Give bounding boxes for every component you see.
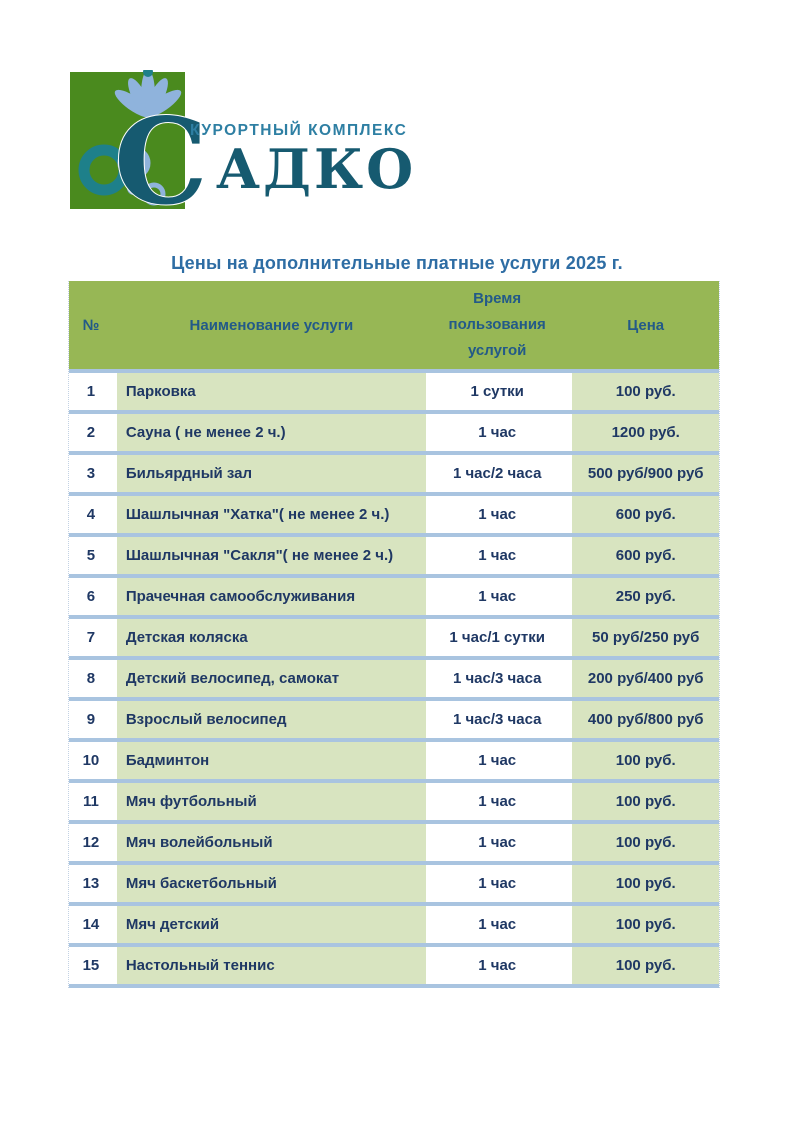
row-number: 5 xyxy=(69,537,113,574)
service-price: 100 руб. xyxy=(572,783,719,820)
service-price: 100 руб. xyxy=(572,742,719,779)
usage-time: 1 час xyxy=(426,742,569,779)
logo-brand-rest: АДКО xyxy=(216,137,411,201)
row-number: 7 xyxy=(69,619,113,656)
usage-time: 1 час xyxy=(426,537,569,574)
service-name: Шашлычная "Сакля"( не менее 2 ч.) xyxy=(117,537,426,574)
service-name: Детский велосипед, самокат xyxy=(117,660,426,697)
page-title: Цены на дополнительные платные услуги 2025 г. xyxy=(171,253,623,273)
row-number: 10 xyxy=(69,742,113,779)
table-row xyxy=(69,861,719,902)
service-price: 50 руб/250 руб xyxy=(572,619,719,656)
usage-time: 1 час xyxy=(426,783,569,820)
usage-time: 1 час xyxy=(426,906,569,943)
logo-brand-initial: С xyxy=(114,92,208,212)
service-name: Мяч волейбольный xyxy=(117,824,426,861)
row-number: 8 xyxy=(69,660,113,697)
service-price: 100 руб. xyxy=(572,373,719,410)
service-name: Сауна ( не менее 2 ч.) xyxy=(117,414,426,451)
table-row xyxy=(69,369,719,410)
row-number: 12 xyxy=(69,824,113,861)
table-header xyxy=(69,281,719,369)
service-name: Бадминтон xyxy=(117,742,426,779)
service-price: 500 руб/900 руб xyxy=(572,455,719,492)
row-number: 2 xyxy=(69,414,113,451)
logo xyxy=(66,70,411,212)
usage-time: 1 час/3 часа xyxy=(426,660,569,697)
table-row xyxy=(69,779,719,820)
usage-time: 1 час xyxy=(426,865,569,902)
usage-time: 1 час xyxy=(426,414,569,451)
service-price: 400 руб/800 руб xyxy=(572,701,719,738)
service-price: 100 руб. xyxy=(572,865,719,902)
usage-time: 1 час/1 сутки xyxy=(426,619,569,656)
usage-time: 1 час xyxy=(426,824,569,861)
service-price: 100 руб. xyxy=(572,947,719,984)
table-row xyxy=(69,943,719,984)
usage-time: 1 час/2 часа xyxy=(426,455,569,492)
service-name: Детская коляска xyxy=(117,619,426,656)
service-name: Прачечная самообслуживания xyxy=(117,578,426,615)
header-col-name: Наименование услуги xyxy=(189,316,354,334)
header-col-num: № xyxy=(82,316,100,334)
table-row xyxy=(69,533,719,574)
row-number: 1 xyxy=(69,373,113,410)
table-row xyxy=(69,451,719,492)
service-name: Мяч баскетбольный xyxy=(117,865,426,902)
service-price: 1200 руб. xyxy=(572,414,719,451)
service-name: Мяч детский xyxy=(117,906,426,943)
logo-tagline: КУРОРТНЫЙ КОМПЛЕКС xyxy=(190,122,408,139)
logo-graphic xyxy=(66,70,411,212)
row-number: 6 xyxy=(69,578,113,615)
service-price: 250 руб. xyxy=(572,578,719,615)
service-price: 600 руб. xyxy=(572,537,719,574)
header-col-time-label: Время пользования услугой xyxy=(448,290,546,359)
table-row xyxy=(69,574,719,615)
table-row xyxy=(69,656,719,697)
table-row xyxy=(69,492,719,533)
usage-time: 1 час xyxy=(426,947,569,984)
service-price: 100 руб. xyxy=(572,824,719,861)
service-price: 200 руб/400 руб xyxy=(572,660,719,697)
service-name: Настольный теннис xyxy=(117,947,426,984)
service-name: Шашлычная "Хатка"( не менее 2 ч.) xyxy=(117,496,426,533)
usage-time: 1 сутки xyxy=(426,373,569,410)
table-body xyxy=(69,369,719,988)
row-number: 14 xyxy=(69,906,113,943)
price-table xyxy=(68,281,720,988)
table-row xyxy=(69,820,719,861)
table-row xyxy=(69,697,719,738)
table-row xyxy=(69,738,719,779)
usage-time: 1 час xyxy=(426,496,569,533)
usage-time: 1 час xyxy=(426,578,569,615)
row-number: 4 xyxy=(69,496,113,533)
row-number: 11 xyxy=(69,783,113,820)
row-number: 3 xyxy=(69,455,113,492)
service-name: Бильярдный зал xyxy=(117,455,426,492)
table-row xyxy=(69,410,719,451)
table-row xyxy=(69,615,719,656)
service-name: Парковка xyxy=(117,373,426,410)
service-price: 600 руб. xyxy=(572,496,719,533)
row-number: 15 xyxy=(69,947,113,984)
table-row xyxy=(69,902,719,943)
row-number: 13 xyxy=(69,865,113,902)
service-name: Мяч футбольный xyxy=(117,783,426,820)
row-number: 9 xyxy=(69,701,113,738)
header-col-price: Цена xyxy=(627,316,665,334)
usage-time: 1 час/3 часа xyxy=(426,701,569,738)
service-name: Взрослый велосипед xyxy=(117,701,426,738)
header-col-time xyxy=(426,281,569,369)
service-price: 100 руб. xyxy=(572,906,719,943)
